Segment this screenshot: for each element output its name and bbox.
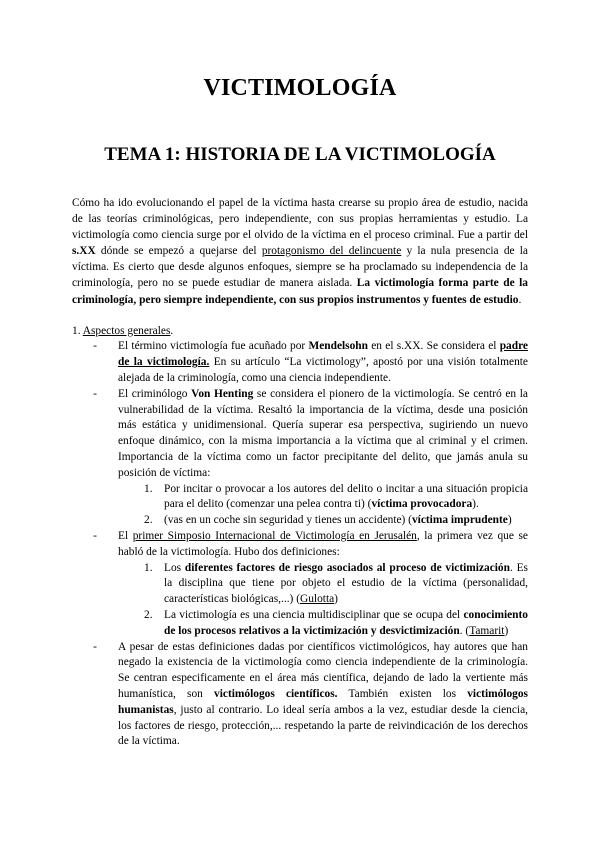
- item2-bold-von-henting: Von Henting: [191, 387, 254, 400]
- intro-underline-delincuente: protagonismo del delincuente: [261, 245, 402, 258]
- item3-underline-simposio: primer Simposio Internacional de Victimología en Jerusalén: [132, 530, 417, 543]
- section-heading: [72, 324, 528, 340]
- def1-text-2: . Es la disciplina que tiene por objeto el estudio de la víctima (personalidad, características biológicas,...) (: [164, 561, 528, 606]
- victim-types-list: [118, 482, 528, 529]
- chapter-title: TEMA 1: HISTORIA DE LA VICTIMOLOGÍA: [104, 144, 496, 165]
- item-number: 1.: [144, 561, 153, 574]
- def1-text: Los: [164, 561, 185, 574]
- item4-text-3: , justo al contrario. Lo ideal sería ambos a la vez, estudiar desde la ciencia, los factores de riesgo, protección,... respetando la parte de reivindicación de los derechos de la víctima.: [118, 703, 528, 748]
- def1-end: ): [334, 593, 338, 606]
- item3-text-1: El: [118, 530, 133, 543]
- sub1-end: ).: [472, 498, 479, 511]
- section-number: 1.: [72, 324, 83, 337]
- item1-text-2: en el s.XX. Se considera el: [367, 340, 500, 353]
- intro-bold-century: s.XX: [72, 245, 96, 258]
- sub2-bold: víctima imprudente: [411, 514, 508, 527]
- dash-bullet: -: [93, 340, 97, 353]
- item1-bold-underline-padre: padre de la victimología.: [118, 340, 528, 369]
- def1-bold: diferentes factores de riesgo asociados al proceso de victimización: [184, 561, 510, 574]
- item4-bold-cientificos: victimólogos científicos.: [214, 687, 338, 700]
- numbered-item-gulotta: [144, 561, 528, 608]
- list-item-mendelsohn: [93, 339, 528, 386]
- dash-bullet: -: [93, 640, 97, 653]
- item-number: 1.: [144, 482, 153, 495]
- section-heading-end: .: [170, 324, 174, 337]
- list-item-victimologos: [93, 640, 528, 751]
- item1-text-3: En su artículo “La victimology”, apostó por una visión totalmente alejada de la criminología, como una ciencia independiente.: [118, 356, 528, 385]
- item2-text-2: se considera el pionero de la victimología. Se centró en la vulnerabilidad de la víctima. Resaltó la importancia de la víctima, desde una posición más estática y unidimensional. Quería superar esa perspectiva, sugiriendo un nuevo enfoque dinámico, con la misma importancia a la víctima que al criminal y el crimen. Importancia de la víctima como un factor precipitante del delito, que jamás anula su posición de víctima:: [118, 387, 528, 479]
- def2-text: La victimología es una ciencia multidisciplinar que se ocupa del: [164, 609, 464, 621]
- sub1-bold: víctima provocadora: [371, 498, 473, 511]
- item2-text-1: El criminólogo: [118, 387, 192, 400]
- dash-bullet: -: [93, 530, 97, 543]
- def2-end: ): [504, 624, 509, 637]
- aspects-list: [72, 339, 528, 750]
- item4-text-2: También existen los: [337, 687, 468, 700]
- list-item-simposio: [93, 529, 528, 640]
- list-item-von-henting: [93, 387, 528, 529]
- intro-text-end: .: [518, 293, 522, 306]
- sub2-text: (vas en un coche sin seguridad y tienes un accidente) (: [164, 514, 412, 527]
- def2-author: Tamarit: [469, 624, 505, 637]
- numbered-item-provocadora: [144, 482, 528, 514]
- intro-text-1: Cómo ha ido evolucionando el papel de la víctima hasta crearse su propio área de estudio, nacida de las teorías criminológicas, pero independiente, con sus propias herramientas y estudio. La victimología como ciencia surge por el olvido de la víctima en el proceso criminal. Fue a partir del: [72, 197, 528, 242]
- item3-text-2: , la primera vez que se habló de la victimología. Hubo dos definiciones:: [118, 530, 528, 558]
- intro-text-2: dónde se empezó a quejarse del: [95, 245, 262, 258]
- document-title: VICTIMOLOGÍA: [203, 75, 397, 101]
- intro-paragraph: [72, 195, 528, 308]
- item1-text-1: El término victimología fue acuñado por: [118, 340, 309, 353]
- item-number: 2.: [144, 514, 153, 527]
- section-heading-text: Aspectos generales: [82, 324, 171, 337]
- numbered-item-tamarit: [144, 608, 528, 640]
- intro-text-3: y la nula presencia de la víctima. Es cierto que desde algunos enfoques, siempre se ha proclamado su independencia de la criminología, pero no se puede estudiar de manera aislada.: [72, 245, 528, 290]
- definitions-list: [118, 561, 528, 640]
- item1-bold-mendelsohn: Mendelsohn: [308, 340, 368, 353]
- sub2-end: ): [507, 514, 512, 527]
- def2-text-2: . (: [459, 624, 470, 637]
- dash-bullet: -: [93, 387, 97, 400]
- def2-bold: conocimiento de los procesos relativos a la victimización y desvictimización: [164, 609, 528, 637]
- intro-bold-statement: La victimología forma parte de la criminología, pero siempre independiente, con sus propios instrumentos y fuentes de estudio: [72, 277, 528, 306]
- def1-author: Gulotta: [300, 593, 335, 606]
- item4-bold-humanistas: victimólogos humanistas: [118, 687, 528, 716]
- numbered-item-imprudente: [144, 513, 528, 529]
- item-number: 2.: [144, 609, 153, 621]
- sub1-text: Por incitar o provocar a los autores del delito o incitar a una situación propicia para el delito (comenzar una pelea contra ti) (: [164, 482, 528, 511]
- item4-text-1: A pesar de estas definiciones dadas por científicos victimológicos, hay autores que han negado la existencia de la victimología como ciencia independiente de la criminología. Se centran especificamente en el área más científica, dejando de lado la vertiente más humanística, son: [118, 640, 528, 700]
